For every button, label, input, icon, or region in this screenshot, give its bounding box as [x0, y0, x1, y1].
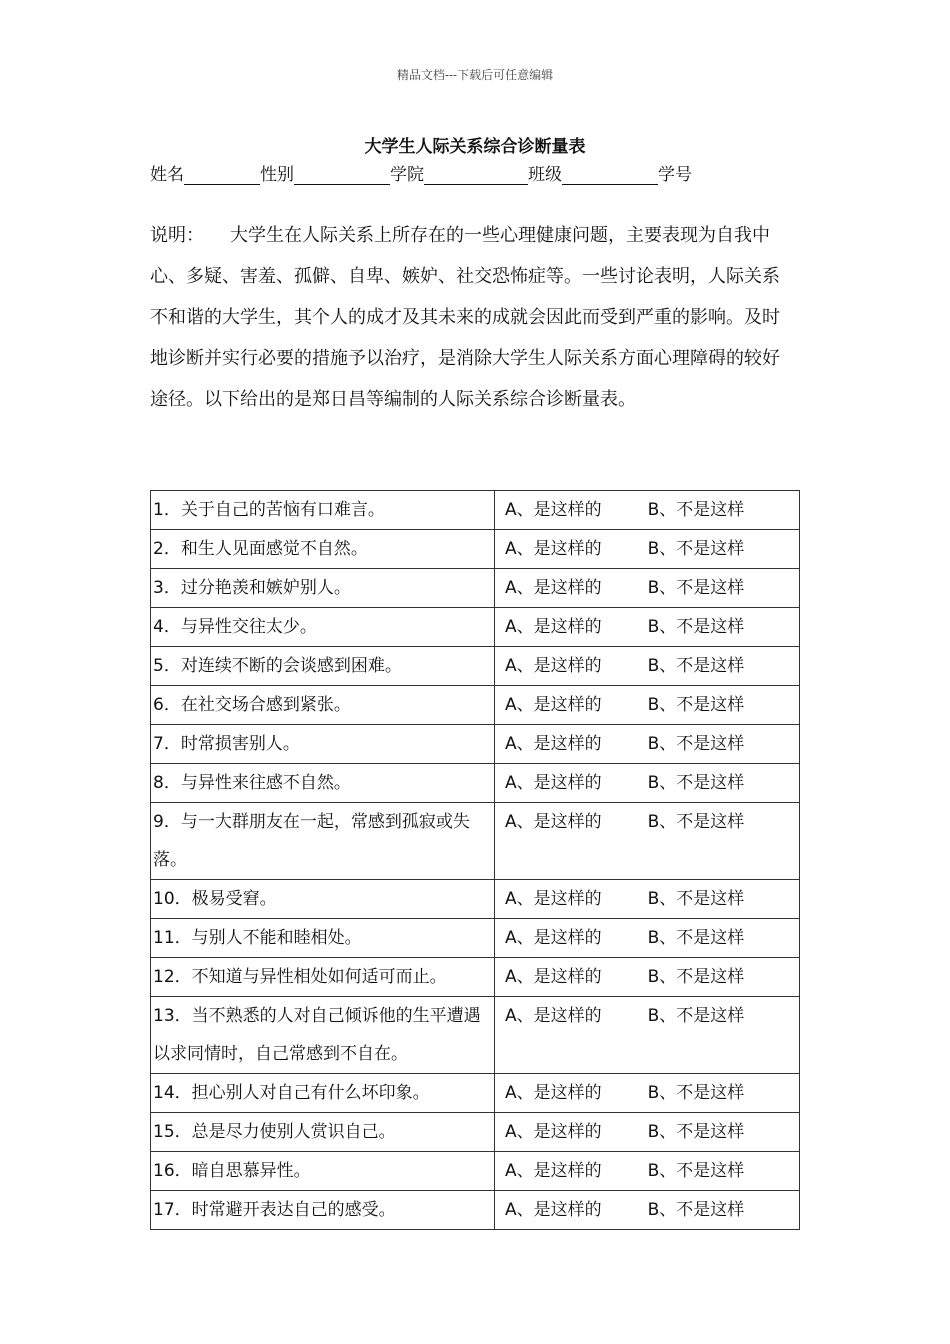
option-a[interactable]: A、是这样的 [505, 1200, 602, 1220]
question-row [151, 997, 800, 1074]
answer-options [495, 803, 800, 880]
answer-options [495, 725, 800, 764]
option-b[interactable]: B、不是这样 [647, 500, 745, 520]
answer-options [495, 880, 800, 919]
option-b[interactable]: B、不是这样 [647, 1006, 745, 1026]
option-a[interactable]: A、是这样的 [505, 695, 602, 715]
question-text: 11．与别人不能和睦相处。 [151, 919, 495, 958]
instructions-body: 大学生在人际关系上所存在的一些心理健康问题，主要表现为自我中心、多疑、害羞、孤僻、自卑、嫉妒、社交恐怖症等。一些讨论表明，人际关系不和谐的大学生，其个人的成才及其未来的成就会因此而受到严重的影响。及时地诊断并实行必要的措施予以治疗，是消除大学生人际关系方面心理障碍的较好途径。以下给出的是郑日昌等编制的人际关系综合诊断量表。 [150, 225, 780, 410]
answer-options [495, 686, 800, 725]
page-header-watermark: 精品文档---下载后可任意编辑 [396, 68, 554, 82]
option-b[interactable]: B、不是这样 [647, 734, 745, 754]
question-text: 12．不知道与异性相处如何适可而止。 [151, 958, 495, 997]
option-b[interactable]: B、不是这样 [647, 695, 745, 715]
question-text: 17．时常避开表达自己的感受。 [151, 1191, 495, 1230]
question-row [151, 608, 800, 647]
page-title: 大学生人际关系综合诊断量表 [364, 137, 586, 157]
answer-options [495, 647, 800, 686]
question-row [151, 764, 800, 803]
question-row [151, 725, 800, 764]
option-b[interactable]: B、不是这样 [647, 1083, 745, 1103]
option-a[interactable]: A、是这样的 [505, 1083, 602, 1103]
option-b[interactable]: B、不是这样 [647, 1122, 745, 1142]
question-text: 15．总是尽力使别人赏识自己。 [151, 1113, 495, 1152]
answer-options [495, 1191, 800, 1230]
gender-field[interactable] [294, 164, 390, 185]
option-a[interactable]: A、是这样的 [505, 617, 602, 637]
question-row [151, 880, 800, 919]
option-b[interactable]: B、不是这样 [647, 656, 745, 676]
question-row [151, 1113, 800, 1152]
question-text: 5．对连续不断的会谈感到困难。 [151, 647, 495, 686]
option-a[interactable]: A、是这样的 [505, 734, 602, 754]
question-text: 14．担心别人对自己有什么坏印象。 [151, 1074, 495, 1113]
option-b[interactable]: B、不是这样 [647, 578, 745, 598]
answer-options [495, 764, 800, 803]
option-a[interactable]: A、是这样的 [505, 967, 602, 987]
question-row [151, 803, 800, 880]
answer-options [495, 1152, 800, 1191]
option-a[interactable]: A、是这样的 [505, 889, 602, 909]
question-text: 1．关于自己的苦恼有口难言。 [151, 491, 495, 530]
option-b[interactable]: B、不是这样 [647, 812, 745, 832]
college-label: 学院 [390, 165, 424, 185]
option-b[interactable]: B、不是这样 [647, 1161, 745, 1181]
answer-options [495, 919, 800, 958]
question-text: 16．暗自思慕异性。 [151, 1152, 495, 1191]
option-a[interactable]: A、是这样的 [505, 812, 602, 832]
question-row [151, 686, 800, 725]
question-text: 3．过分艳羡和嫉妒别人。 [151, 569, 495, 608]
question-text: 10．极易受窘。 [151, 880, 495, 919]
question-row [151, 1191, 800, 1230]
question-text: 4．与异性交往太少。 [151, 608, 495, 647]
question-text: 7．时常损害别人。 [151, 725, 495, 764]
option-a[interactable]: A、是这样的 [505, 539, 602, 559]
gender-label: 性别 [260, 165, 294, 185]
questionnaire-table [150, 490, 800, 1230]
instructions-lead: 说明： [150, 225, 204, 246]
question-row [151, 569, 800, 608]
option-a[interactable]: A、是这样的 [505, 1006, 602, 1026]
question-row [151, 919, 800, 958]
question-row [151, 1152, 800, 1191]
answer-options [495, 491, 800, 530]
question-row [151, 647, 800, 686]
question-text: 9．与一大群朋友在一起，常感到孤寂或失落。 [151, 803, 495, 880]
option-b[interactable]: B、不是这样 [647, 967, 745, 987]
question-text: 2．和生人见面感觉不自然。 [151, 530, 495, 569]
answer-options [495, 997, 800, 1074]
answer-options [495, 530, 800, 569]
answer-options [495, 1074, 800, 1113]
option-b[interactable]: B、不是这样 [647, 889, 745, 909]
option-a[interactable]: A、是这样的 [505, 773, 602, 793]
college-field[interactable] [424, 164, 528, 185]
option-a[interactable]: A、是这样的 [505, 578, 602, 598]
answer-options [495, 1113, 800, 1152]
question-row [151, 491, 800, 530]
option-a[interactable]: A、是这样的 [505, 500, 602, 520]
name-label: 姓名 [150, 165, 184, 185]
option-b[interactable]: B、不是这样 [647, 928, 745, 948]
option-b[interactable]: B、不是这样 [647, 539, 745, 559]
option-a[interactable]: A、是这样的 [505, 928, 602, 948]
option-a[interactable]: A、是这样的 [505, 1161, 602, 1181]
answer-options [495, 569, 800, 608]
answer-options [495, 958, 800, 997]
question-row [151, 530, 800, 569]
instructions-paragraph [150, 215, 790, 420]
question-text: 8．与异性来往感不自然。 [151, 764, 495, 803]
class-field[interactable] [562, 164, 658, 185]
student-id-label: 学号 [658, 165, 692, 185]
question-text: 13．当不熟悉的人对自己倾诉他的生平遭遇以求同情时，自己常感到不自在。 [151, 997, 495, 1074]
name-field[interactable] [184, 164, 260, 185]
question-row [151, 1074, 800, 1113]
option-a[interactable]: A、是这样的 [505, 656, 602, 676]
question-row [151, 958, 800, 997]
option-b[interactable]: B、不是这样 [647, 1200, 745, 1220]
question-text: 6．在社交场合感到紧张。 [151, 686, 495, 725]
option-b[interactable]: B、不是这样 [647, 773, 745, 793]
info-fields [150, 160, 692, 185]
class-label: 班级 [528, 165, 562, 185]
answer-options [495, 608, 800, 647]
option-a[interactable]: A、是这样的 [505, 1122, 602, 1142]
option-b[interactable]: B、不是这样 [647, 617, 745, 637]
